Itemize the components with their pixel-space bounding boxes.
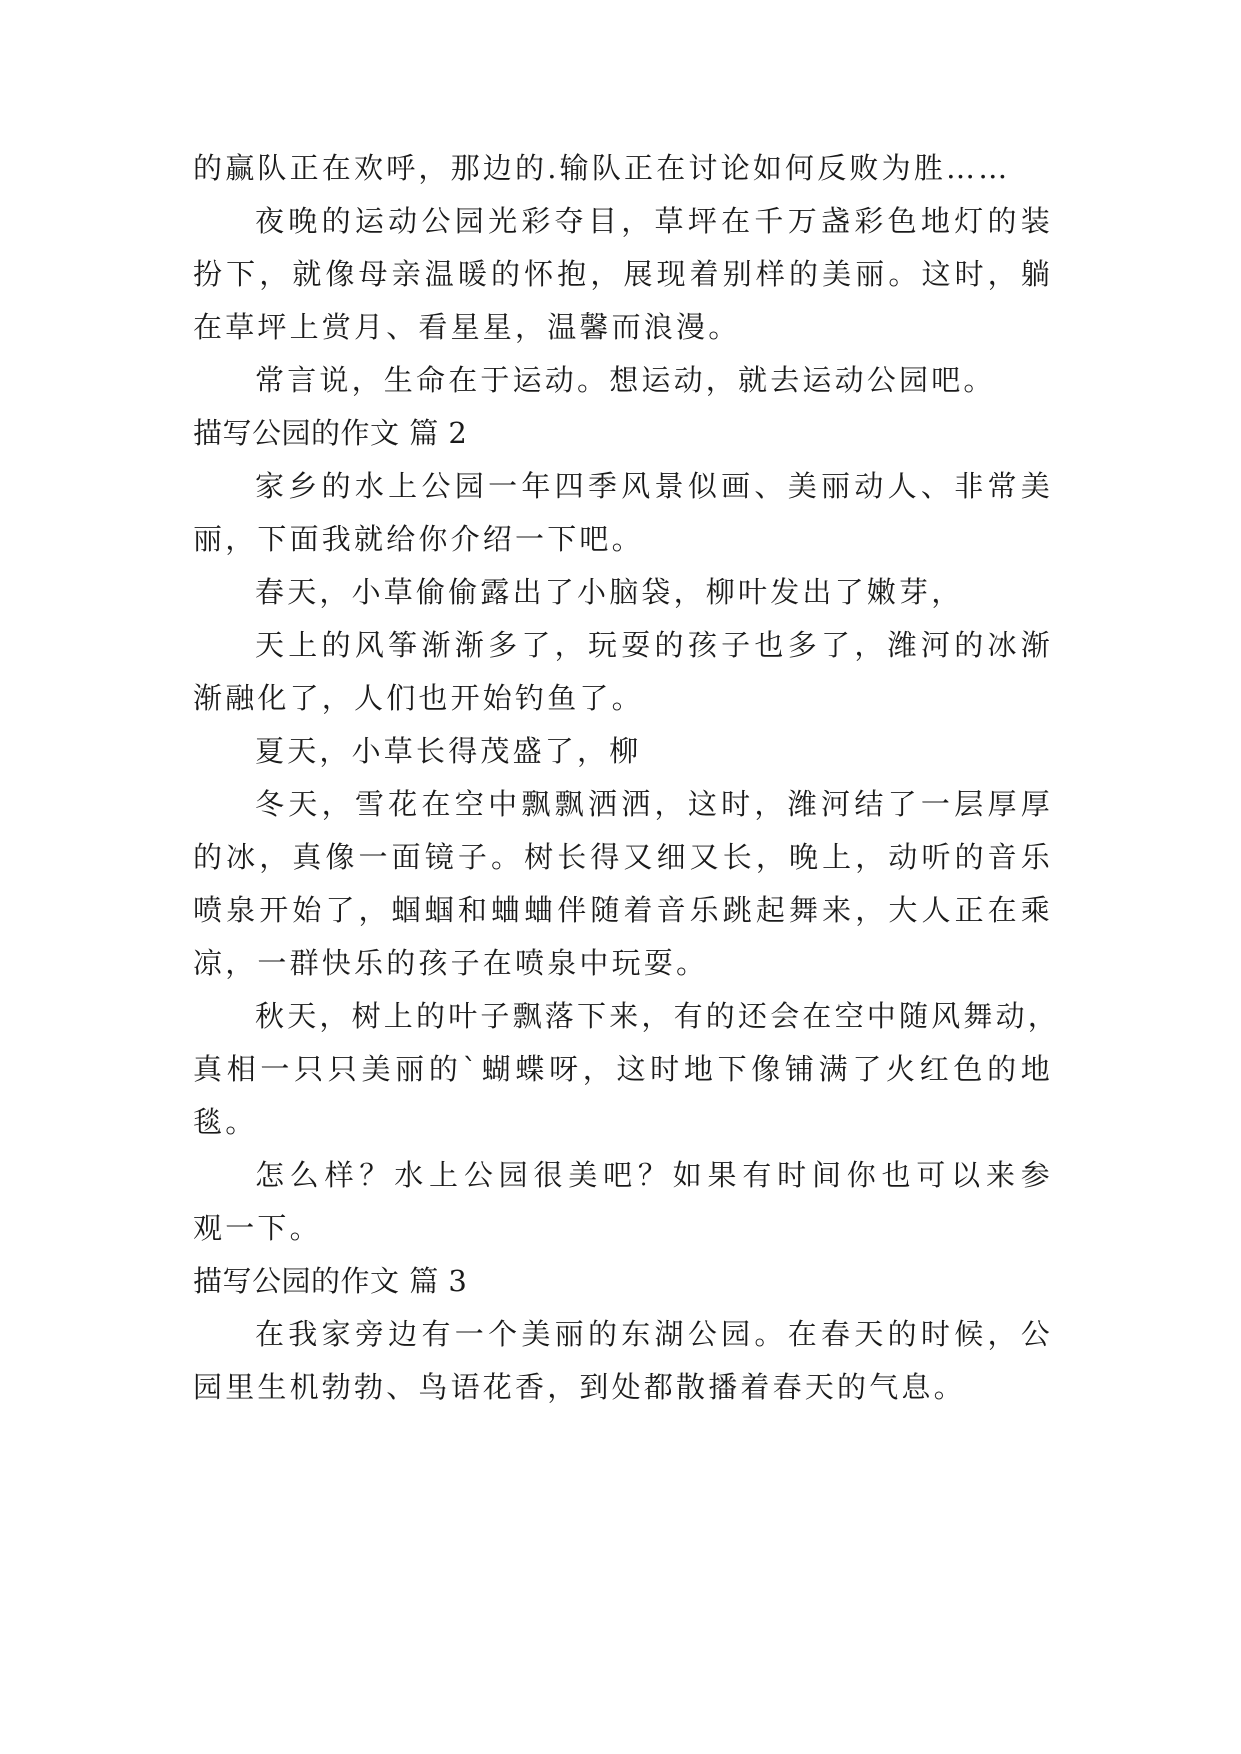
paragraph-first-line: 秋天，树上的叶子飘落下来，有的还会在空中随风舞动，	[255, 999, 1061, 1033]
paragraph-first-line: 夏天，小草长得茂盛了，柳	[255, 734, 642, 768]
paragraph-first-line: 春天，小草偷偷露出了小脑袋，柳叶发出了嫩芽，	[255, 575, 964, 609]
paragraph-first-line: 在我家旁边有一个美丽的东湖公园。在春天的时候，公	[255, 1317, 1053, 1351]
paragraph-first-line: 常言说，生命在于运动。想运动，就去运动公园吧。	[255, 363, 996, 397]
text-line: 喷泉开始了，蝈蝈和蛐蛐伴随着音乐跳起舞来，大人正在乘	[193, 893, 1053, 927]
text-line: 的赢队正在欢呼，那边的.输队正在讨论如何反败为胜……	[193, 151, 1011, 185]
text-line: 的冰，真像一面镜子。树长得又细又长，晚上，动听的音乐	[193, 840, 1053, 874]
text-line: 在草坪上赏月、看星星，温馨而浪漫。	[193, 310, 741, 344]
paragraph-first-line: 夜晚的运动公园光彩夺目，草坪在千万盏彩色地灯的装	[255, 204, 1053, 238]
text-line: 渐融化了，人们也开始钓鱼了。	[193, 681, 644, 715]
paragraph-first-line: 怎么样？水上公园很美吧？如果有时间你也可以来参	[255, 1158, 1053, 1192]
text-line: 观一下。	[193, 1211, 322, 1245]
text-line: 毯。	[193, 1105, 258, 1139]
text-line: 扮下，就像母亲温暖的怀抱，展现着别样的美丽。这时，躺	[193, 257, 1053, 291]
paragraph-first-line: 天上的风筝渐渐多了，玩耍的孩子也多了，潍河的冰渐	[255, 628, 1053, 662]
text-line: 凉，一群快乐的孩子在喷泉中玩耍。	[193, 946, 709, 980]
paragraph-first-line: 家乡的水上公园一年四季风景似画、美丽动人、非常美	[255, 469, 1053, 503]
section-heading: 描写公园的作文 篇 3	[193, 1264, 468, 1298]
text-line: 园里生机勃勃、鸟语花香，到处都散播着春天的气息。	[193, 1370, 966, 1404]
section-heading: 描写公园的作文 篇 2	[193, 416, 468, 450]
text-line: 丽，下面我就给你介绍一下吧。	[193, 522, 644, 556]
text-line: 真相一只只美丽的`蝴蝶呀，这时地下像铺满了火红色的地	[193, 1052, 1053, 1086]
paragraph-first-line: 冬天，雪花在空中飘飘洒洒，这时，潍河结了一层厚厚	[255, 787, 1053, 821]
